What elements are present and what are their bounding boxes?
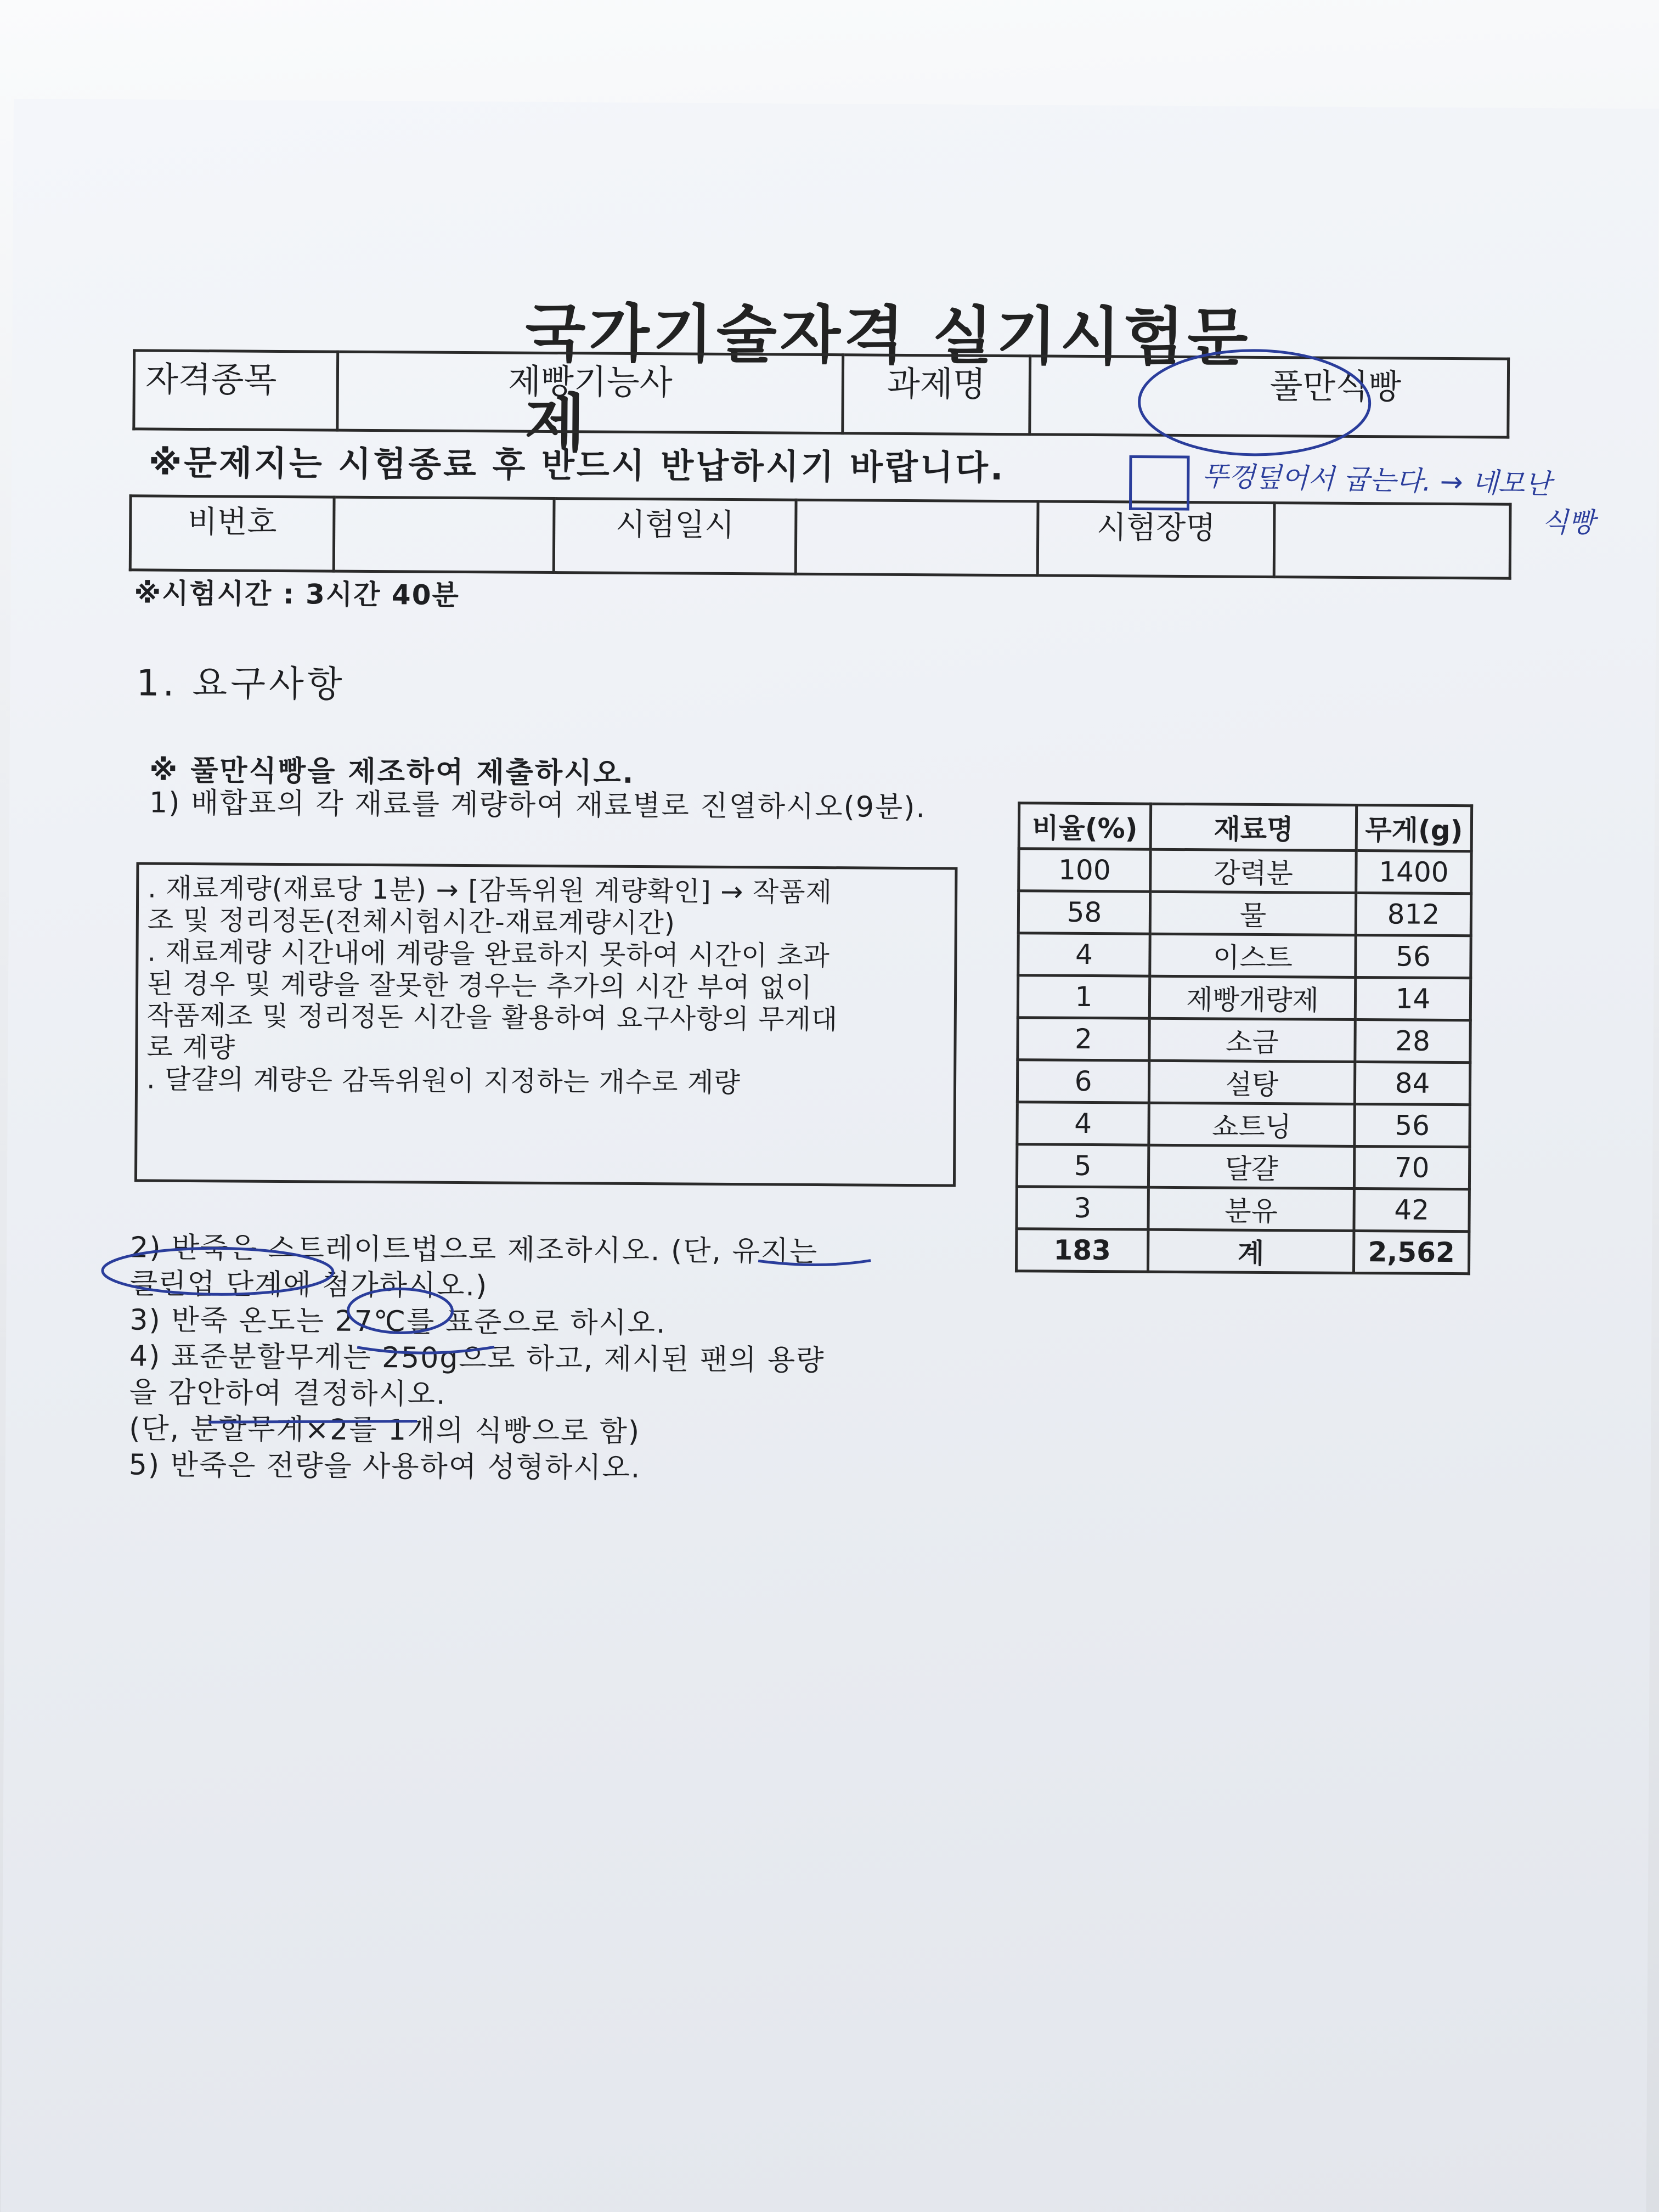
task-value: 풀만식빵	[1030, 356, 1509, 437]
total-ratio-cell: 183	[1016, 1229, 1148, 1272]
ratio-cell: 58	[1018, 891, 1150, 934]
ratio-cell: 100	[1019, 849, 1150, 891]
requirement-line: 클린업 단계에 첨가하시오.)	[129, 1267, 488, 1303]
box-line: 된 경우 및 계량을 잘못한 경우는 추가의 시간 부여 없이	[146, 968, 812, 1003]
ratio-cell: 4	[1017, 1102, 1149, 1145]
box-line: 조 및 정리정돈(전체시험시간-재료계량시간)	[147, 904, 676, 939]
ingredient-cell: 달걀	[1148, 1145, 1354, 1188]
box-line: 로 계량	[146, 1031, 236, 1064]
weight-cell: 812	[1356, 893, 1471, 935]
requirement-line: 5) 반죽은 전량을 사용하여 성형하시오.	[128, 1448, 641, 1485]
cleanup-circle-mark	[103, 1248, 334, 1295]
qualification-label: 자격종목	[134, 351, 338, 430]
requirement-line: 3) 반죽 온도는 27℃를 표준으로 하시오.	[129, 1304, 667, 1340]
section-title: 1. 요구사항	[136, 662, 346, 706]
ink-annotations	[4, 99, 1659, 1754]
box-line: . 재료계량 시간내에 계량을 완료하지 못하여 시간이 초과	[147, 936, 830, 972]
document-title: 국가기술자격 실기시험문제	[524, 296, 1251, 460]
requirement-line: (단, 분할무게×2를 1개의 식빵으로 함)	[129, 1412, 641, 1449]
secret-no-label: 비번호	[130, 496, 334, 571]
temperature-circle-mark	[348, 1289, 452, 1333]
ingredient-cell: 설탕	[1149, 1060, 1355, 1104]
ratio-cell: 5	[1017, 1144, 1148, 1187]
ingredient-cell: 쇼트닝	[1149, 1103, 1355, 1146]
handwritten-note-line1: 뚜껑덮어서 굽는다. → 네모난	[1201, 460, 1552, 500]
ingredient-cell: 제빵개량제	[1149, 976, 1355, 1019]
weight-cell: 14	[1355, 977, 1470, 1020]
weight-cell: 1400	[1356, 850, 1471, 893]
division-underline-mark	[208, 1420, 417, 1423]
exam-paper	[1, 99, 1658, 2212]
ratio-cell: 1	[1018, 975, 1149, 1018]
ratio-cell: 4	[1018, 933, 1150, 976]
ingredient-cell: 이스트	[1150, 934, 1356, 977]
checkbox-mark	[1130, 456, 1188, 509]
box-line: 작품제조 및 정리정돈 시간을 활용하여 요구사항의 무게대	[146, 1000, 838, 1036]
box-line: . 재료계량(재료당 1분) → [감독위원 계량확인] → 작품제	[148, 872, 833, 909]
requirement-line: 2) 반죽은 스트레이트법으로 제조하시오. (단, 유지는	[130, 1231, 819, 1268]
total-label-cell: 계	[1148, 1229, 1353, 1273]
main-instruction: ※ 풀만식빵을 제조하여 제출하시오.	[149, 754, 635, 790]
recipe-header-ingredient: 재료명	[1150, 804, 1357, 850]
ingredient-cell: 분유	[1148, 1187, 1354, 1231]
requirement-line: 을 감안하여 결정하시오.	[129, 1376, 447, 1411]
requirement-line: 4) 표준분할무게는 250g으로 하고, 제시된 팬의 용량	[129, 1340, 825, 1378]
handwritten-note-line2: 식빵	[1542, 506, 1595, 539]
exam-time: ※시험시간 : 3시간 40분	[134, 577, 460, 611]
recipe-header-ratio: 비율(%)	[1019, 803, 1151, 849]
exam-date-label: 시험일시	[554, 499, 796, 574]
return-notice: ※문제지는 시험종료 후 반드시 반납하시기 바랍니다.	[148, 442, 1006, 488]
weight-cell: 28	[1355, 1019, 1470, 1062]
qualification-value: 제빵기능사	[337, 352, 843, 433]
ingredient-cell: 소금	[1149, 1018, 1355, 1062]
ingredient-cell: 물	[1150, 891, 1356, 935]
recipe-header-weight: 무게(g)	[1356, 805, 1472, 851]
ratio-cell: 3	[1017, 1187, 1148, 1229]
weight-cell: 56	[1356, 935, 1471, 978]
task-label: 과제명	[843, 355, 1030, 435]
weight-cell: 42	[1354, 1188, 1469, 1231]
task-circle-mark	[1139, 350, 1370, 456]
ratio-cell: 2	[1018, 1018, 1149, 1060]
exam-place-label: 시험장명	[1037, 501, 1274, 577]
fat-underline-mark	[758, 1260, 871, 1265]
weight-cell: 56	[1355, 1104, 1470, 1147]
ratio-cell: 6	[1017, 1060, 1149, 1103]
ingredient-cell: 강력분	[1150, 849, 1356, 893]
weight-cell: 70	[1354, 1146, 1469, 1189]
weight-underline-mark	[357, 1346, 494, 1353]
requirement-1: 1) 배합표의 각 재료를 계량하여 재료별로 진열하시오(9분).	[149, 786, 927, 825]
weight-cell: 84	[1355, 1062, 1470, 1104]
box-line: . 달걀의 계량은 감독위원이 지정하는 개수로 계량	[146, 1063, 741, 1099]
total-weight-cell: 2,562	[1353, 1231, 1469, 1273]
